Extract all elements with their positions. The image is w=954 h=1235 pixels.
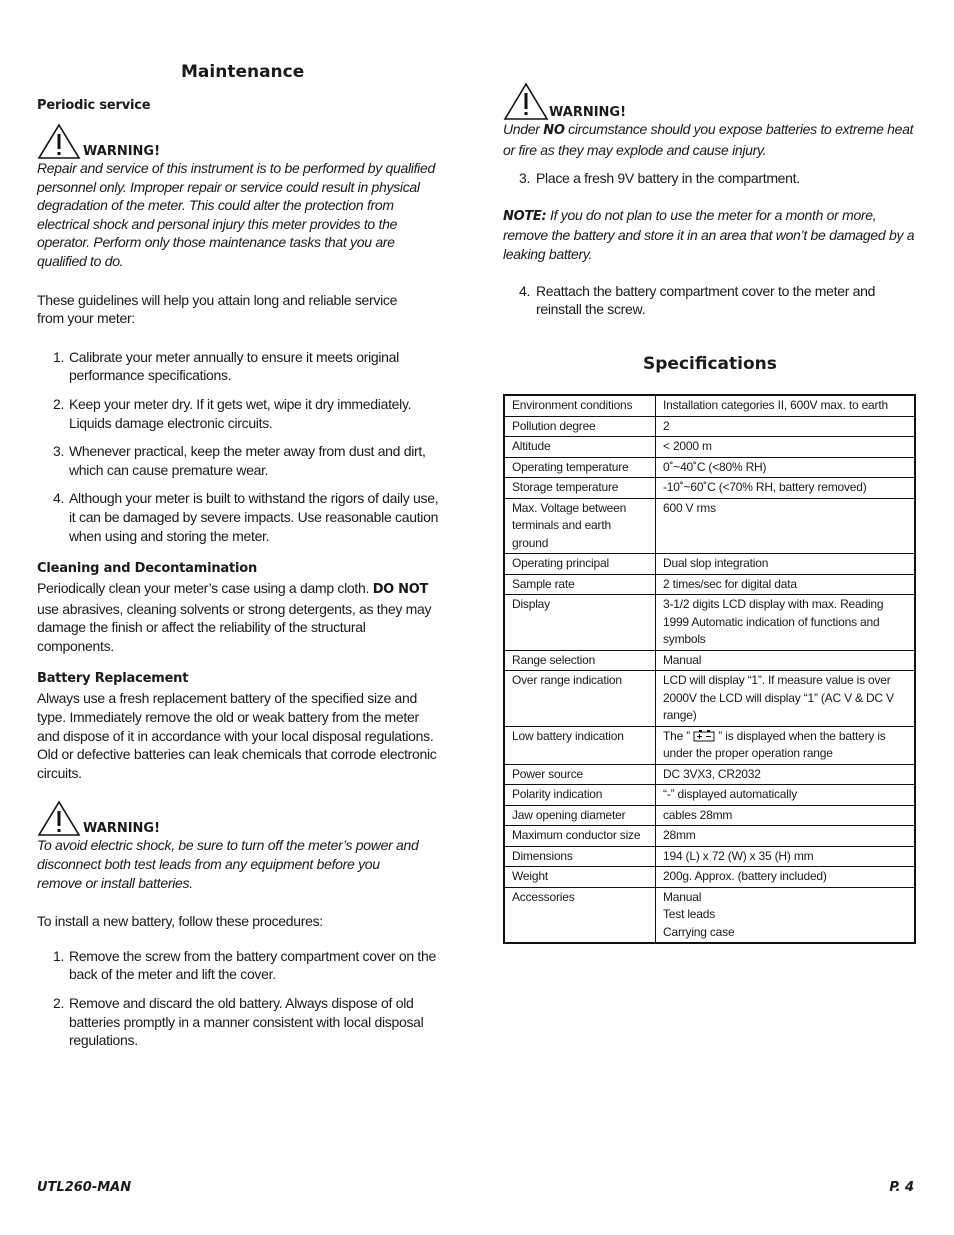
right-column [503, 84, 916, 319]
warning-triangle-icon [503, 82, 549, 120]
battery-replacement-heading: Battery Replacement [37, 671, 189, 687]
table-row: Range selection Manual [504, 650, 915, 671]
note-text: NOTE: If you do not plan to use the meter for a month or more, remove the battery and store it in an area that won’t be damaged by a leaking battery. [503, 206, 915, 262]
battery-icon [693, 730, 715, 742]
table-row: Jaw opening diameter cables 28mm [504, 805, 915, 826]
table-row: Low battery indication The ” ” is displayed when the battery is under the proper operation range [504, 726, 915, 764]
table-row: Weight 200g. Approx. (battery included) [504, 867, 915, 888]
warning-text: To avoid electric shock, be sure to turn off the meter’s power and disconnect both test leads from any equipment before you remove or install batteries. [37, 837, 419, 891]
guidelines-intro: These guidelines will help you attain long and reliable service from your meter: [37, 291, 398, 327]
warning-block-3 [503, 84, 916, 120]
table-row: Storage temperature -10˚~60˚C (<70% RH, battery removed) [504, 478, 915, 499]
list-item: 2. Remove and discard the old battery. Always dispose of old batteries promptly in a manner consistent with local disposal regulations. [53, 995, 424, 1049]
maintenance-title: Maintenance [181, 62, 305, 82]
install-steps-list-cont [503, 169, 916, 188]
list-item: 1. Calibrate your meter annually to ensure it meets original performance specifications. [53, 348, 399, 384]
warning-label: WARNING! [549, 105, 627, 120]
table-row: Sample rate 2 times/sec for digital data [504, 574, 915, 595]
table-row: Operating principal Dual slop integration [504, 554, 915, 575]
table-row: Max. Voltage between terminals and earth ground 600 V rms [504, 498, 915, 554]
list-item: 4. Reattach the battery compartment cover to the meter and reinstall the screw. [519, 282, 876, 318]
table-row: Display 3-1/2 digits LCD display with max. Reading 1999 Automatic indication of functions and symbols [504, 595, 915, 651]
table-row: Pollution degree 2 [504, 416, 915, 437]
table-row: Power source DC 3VX3, CR2032 [504, 764, 915, 785]
table-row: Altitude < 2000 m [504, 437, 915, 458]
specifications-title: Specifications [643, 354, 777, 374]
periodic-service-heading: Periodic service [37, 98, 151, 113]
specifications-table [503, 394, 916, 944]
left-column [37, 62, 441, 1050]
install-intro: To install a new battery, follow these procedures: [37, 913, 323, 930]
warning-text: Repair and service of this instrument is to be performed by qualified personnel only. Improper repair or service could result in physical degradation of the meter. This could alter the protection from electrical shock and personal injury this meter provides to the operator. Perform only those maintenance tasks that you are qualified to do. [37, 160, 435, 269]
table-row: Over range indication LCD will display “1”. If measure value is over 2000V the LCD will display “1” (AC V & DC V range) [504, 671, 915, 727]
warning-block-2 [37, 800, 441, 836]
cleaning-heading: Cleaning and Decontamination [37, 561, 258, 577]
warning-block-1 [37, 123, 441, 159]
page-number: P. 4 [889, 1180, 914, 1195]
warning-triangle-icon [37, 800, 81, 836]
warning-label: WARNING! [83, 821, 161, 837]
guidelines-list [37, 348, 441, 545]
table-row: Operating temperature 0˚~40˚C (<80% RH) [504, 457, 915, 478]
install-steps-list [37, 947, 441, 1050]
list-item: 4. Although your meter is built to withstand the rigors of daily use, it can be damaged by severe impacts. Use reasonable caution when using and storing the meter. [53, 490, 439, 544]
install-steps-list-end [503, 282, 916, 319]
warning-text: Under NO circumstance should you expose batteries to extreme heat or fire as they may explode and cause injury. [503, 121, 914, 158]
table-row: Environment conditions Installation categories II, 600V max. to earth [504, 395, 915, 416]
table-row: Accessories Manual Test leads Carrying case [504, 887, 915, 943]
list-item: 3. Whenever practical, keep the meter away from dust and dirt, which can cause premature wear. [53, 443, 426, 478]
list-item: 2. Keep your meter dry. If it gets wet, wipe it dry immediately. Liquids damage electronic circuits. [53, 395, 412, 431]
list-item: 1. Remove the screw from the battery compartment cover on the back of the meter and lift the cover. [53, 947, 436, 983]
table-row: Maximum conductor size 28mm [504, 826, 915, 847]
document-id: UTL260-MAN [37, 1180, 132, 1195]
warning-triangle-icon [37, 123, 81, 159]
table-row: Dimensions 194 (L) x 72 (W) x 35 (H) mm [504, 846, 915, 867]
table-row: Polarity indication “-” displayed automatically [504, 785, 915, 806]
cleaning-text: Periodically clean your meter’s case using a damp cloth. DO NOT use abrasives, cleaning solvents or strong detergents, as they may damage the finish or affect the reliability of the structural components. [37, 580, 432, 654]
list-item: 3. Place a fresh 9V battery in the compartment. [519, 170, 800, 187]
battery-text: Always use a fresh replacement battery of the specified size and type. Immediately remove the old or weak battery from the meter and dispose of it in accordance with your local disposal regulations. Old or defective batteries can leak chemicals that corrode electronic circuits. [37, 690, 437, 781]
warning-label: WARNING! [83, 144, 161, 159]
